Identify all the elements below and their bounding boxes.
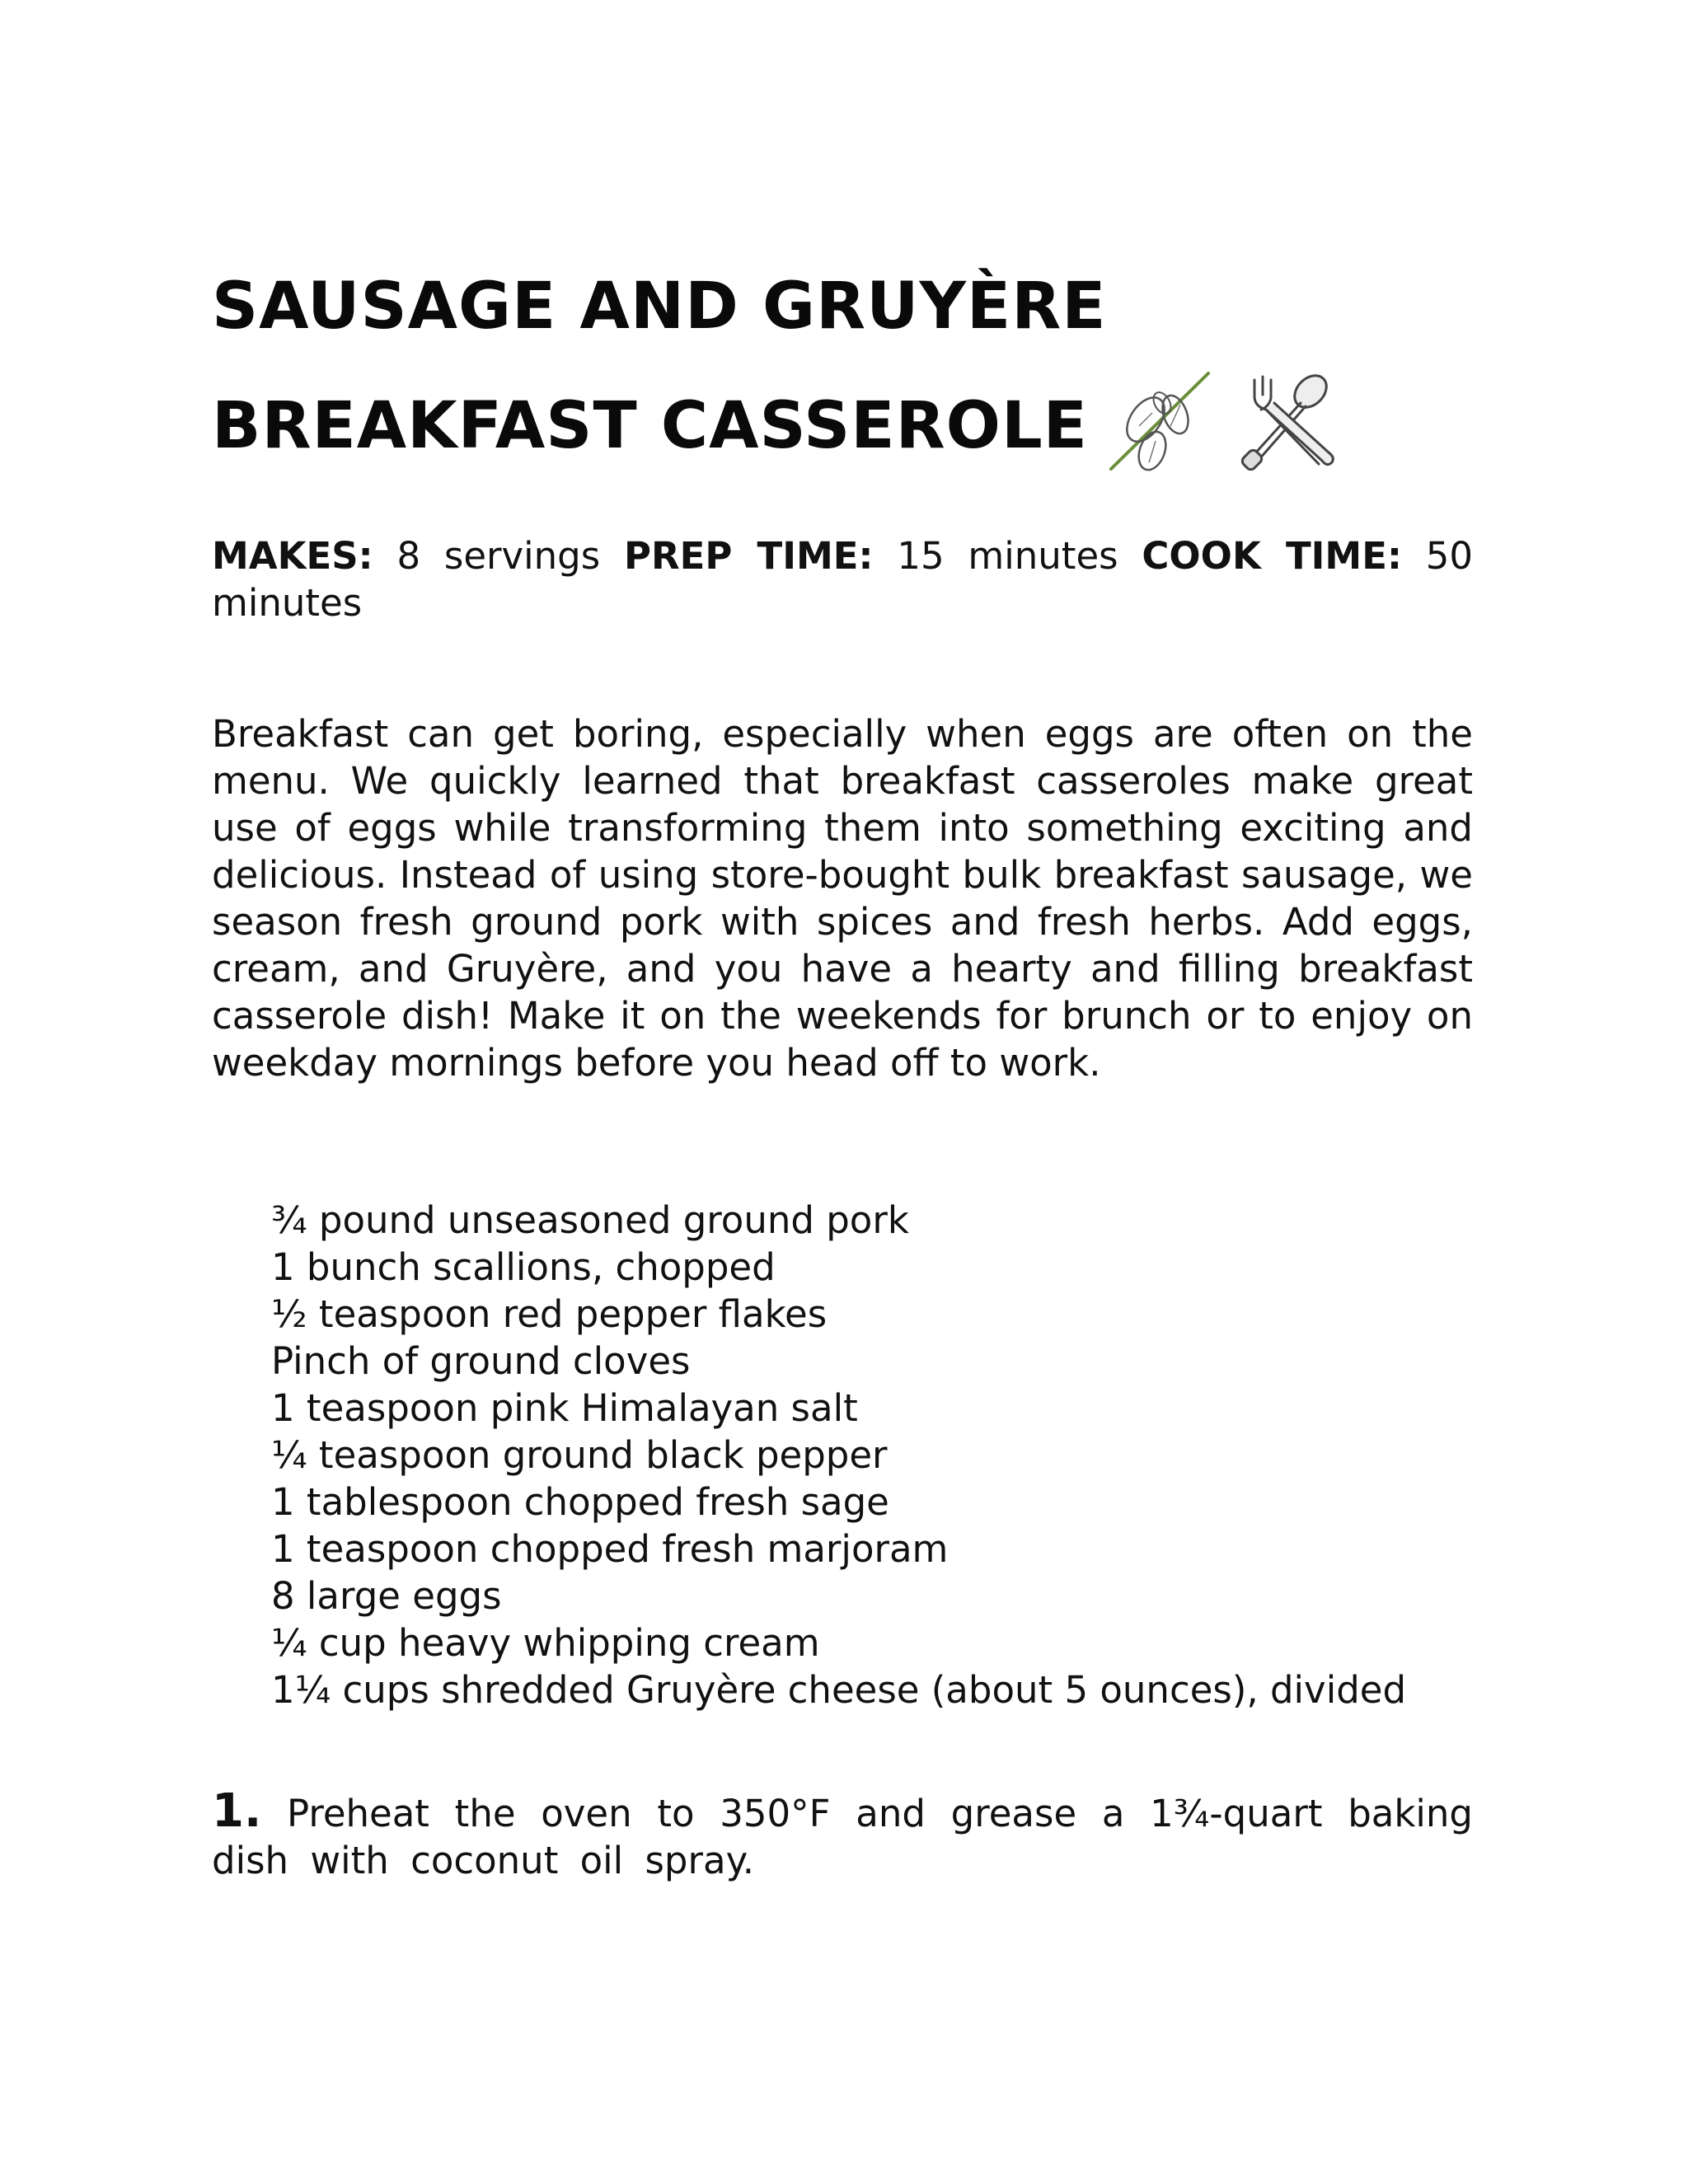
prep-time-value: 15 minutes — [897, 534, 1118, 579]
ingredient-item: Pinch of ground cloves — [271, 1339, 691, 1384]
prep-time-label: PREP TIME: — [624, 534, 874, 579]
ingredient-item: ¾ pound unseasoned ground pork — [271, 1198, 909, 1243]
recipe-page — [212, 247, 1473, 1921]
ingredient-item: 1 teaspoon pink Himalayan salt — [271, 1386, 858, 1431]
fork-spoon-icon — [1236, 368, 1343, 476]
recipe-intro: Breakfast can get boring, especially when eggs are often on the menu. We quickly learned that breakfast casseroles make great use of eggs while transforming them into something exciting and delicious. Instead of using store-bought bulk breakfast sausage, we season fresh ground pork with spices and fresh herbs. Add eggs, cream, and Gruyère, and you have a hearty and filling breakfast casserole dish! Make it on the weekends for brunch or to enjoy on weekday mornings before you head off to work. — [212, 712, 1473, 1085]
title-line-2: BREAKFAST CASSEROLE — [212, 389, 1088, 463]
cook-time-label: COOK TIME: — [1142, 534, 1402, 579]
title-icons — [1104, 359, 1343, 478]
ingredient-item: ¼ cup heavy whipping cream — [271, 1621, 820, 1666]
ingredient-item: 1 bunch scallions, chopped — [271, 1245, 776, 1290]
ingredient-item: 1¼ cups shredded Gruyère cheese (about 5 ounces), divided — [271, 1668, 1407, 1713]
step-text: Preheat the oven to 350°F and grease a 1¾-quart baking dish with coconut oil spray. — [212, 1792, 1473, 1883]
recipe-meta — [212, 532, 1473, 626]
step-number: 1. — [212, 1784, 262, 1839]
ingredient-item: ½ teaspoon red pepper flakes — [271, 1292, 828, 1337]
title-line-2-wrap — [212, 367, 1473, 490]
herb-sprig-icon — [1104, 368, 1220, 476]
makes-value: 8 servings — [396, 534, 601, 579]
ingredient-item: 1 teaspoon chopped fresh marjoram — [271, 1527, 949, 1572]
title-line-1: SAUSAGE AND GRUYÈRE — [212, 269, 1107, 344]
ingredients-list — [212, 1197, 1473, 1713]
makes-label: MAKES: — [212, 534, 373, 579]
cook-time-value: 50 minutes — [212, 534, 1474, 626]
recipe-title — [212, 247, 1473, 490]
ingredient-item: 1 tablespoon chopped fresh sage — [271, 1480, 889, 1525]
step-1 — [212, 1784, 1473, 1884]
ingredient-item: ¼ teaspoon ground black pepper — [271, 1433, 888, 1478]
ingredient-item: 8 large eggs — [271, 1574, 502, 1619]
